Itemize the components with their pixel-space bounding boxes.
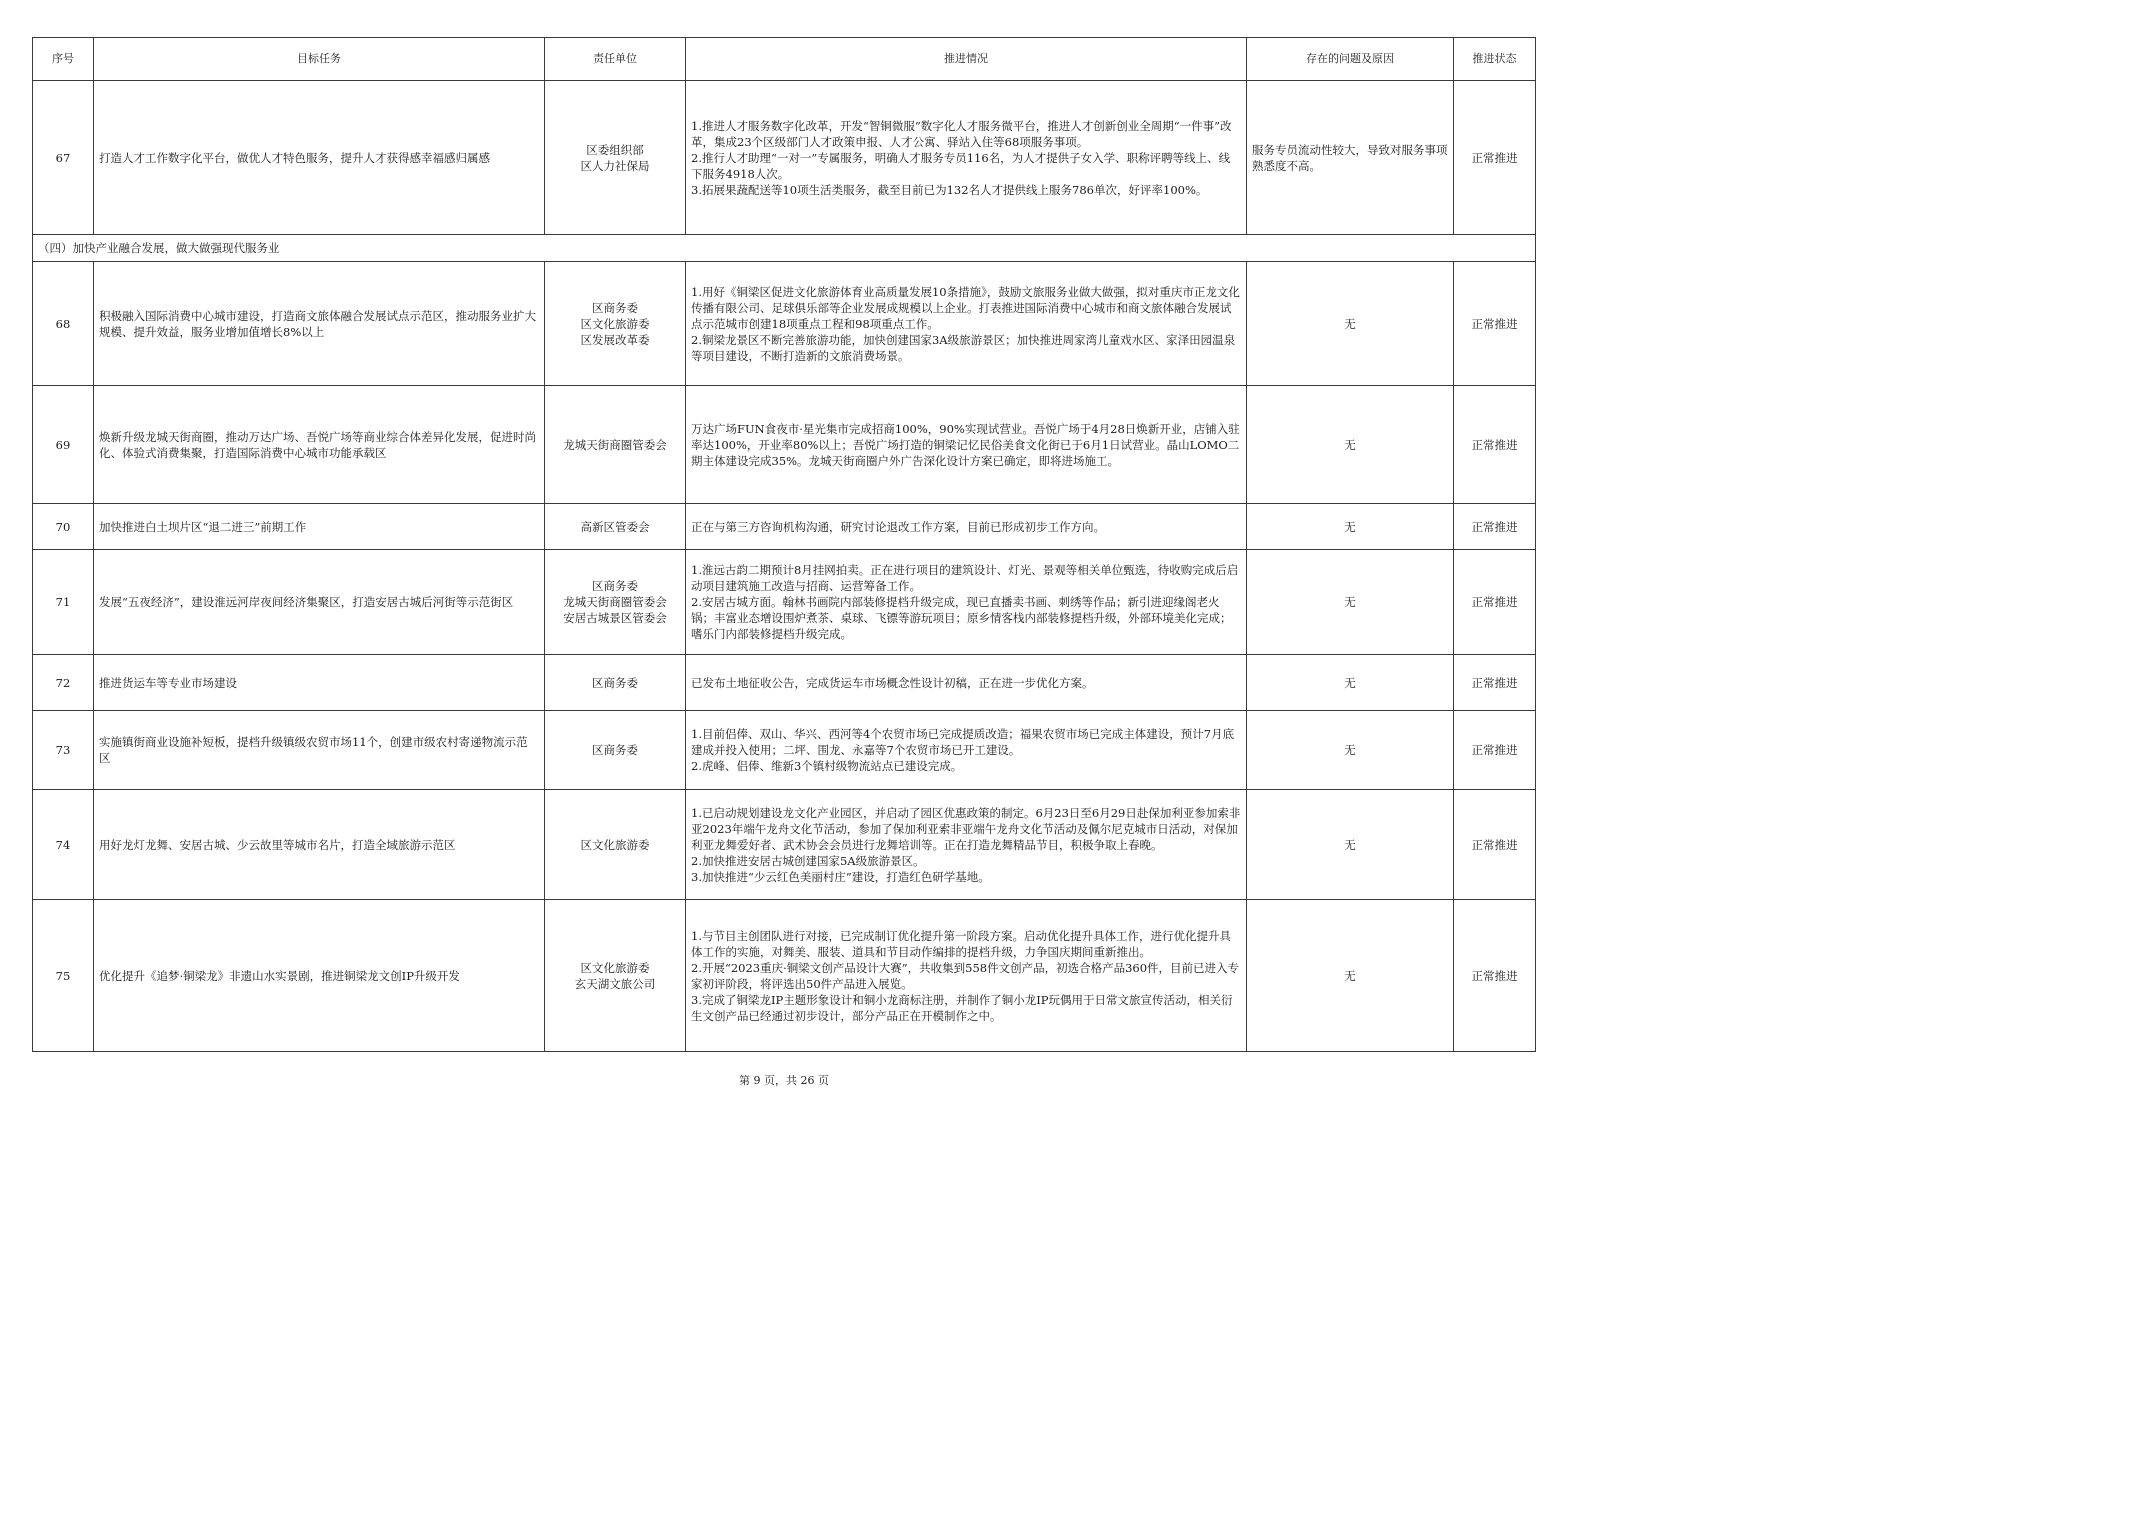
progress-item: 2.安居古城方面。翰林书画院内部装修提档升级完成，现已直播卖书画、刺绣等作品；新引进迎缘阁老火锅；丰富业态增设围炉煮茶、桌球、飞镖等游玩项目；原乡情客栈内部装修提档升级，外部环境美化完成；嗜乐门内部装修提档升级完成。: [691, 595, 1232, 641]
progress-cell: [686, 655, 1247, 711]
target-task: 优化提升《追梦·铜梁龙》非遗山水实景剧，推进铜梁龙文创IP升级开发: [94, 900, 545, 1052]
progress-item: 万达广场FUN食夜市·星光集市完成招商100%，90%实现试营业。吾悦广场于4月28日焕新开业，店铺入驻率达100%，开业率80%以上；吾悦广场打造的铜梁记忆民俗美食文化街已于6月1日试营业。晶山LOMO二期主体建设完成35%。龙城天街商圈户外广告深化设计方案已确定，即将进场施工。: [691, 421, 1240, 468]
unit-line: 玄天湖文旅公司: [574, 976, 656, 991]
progress-cell: [686, 790, 1247, 900]
table-row: [33, 711, 1536, 790]
col-header-status: 推进状态: [1454, 38, 1536, 81]
unit-line: 区商务委: [592, 675, 638, 690]
unit-line: 区委组织部: [586, 142, 644, 157]
target-task: 积极融入国际消费中心城市建设，打造商文旅体融合发展试点示范区，推动服务业扩大规模、提升效益，服务业增加值增长8%以上: [94, 262, 545, 386]
row-number: 70: [33, 504, 94, 550]
unit-line: 高新区管委会: [580, 519, 650, 534]
responsible-unit: [545, 900, 686, 1052]
unit-line: 区人力社保局: [580, 158, 650, 173]
col-header-progress: 推进情况: [686, 38, 1247, 81]
responsible-unit: [545, 504, 686, 550]
progress-cell: [686, 262, 1247, 386]
table-row: [33, 262, 1536, 386]
issue-cell: 服务专员流动性较大，导致对服务事项熟悉度不高。: [1247, 81, 1454, 235]
progress-item: 1.已启动规划建设龙文化产业园区，并启动了园区优惠政策的制定。6月23日至6月29日赴保加利亚参加索非亚2023年端午龙舟文化节活动，参加了保加利亚索非亚端午龙舟文化节活动及佩尔尼克城市日活动，对保加利亚龙舞爱好者、武术协会会员进行龙舞培训等。正在打造龙舞精品节目，积极争取上春晚。: [691, 805, 1241, 852]
target-task: 用好龙灯龙舞、安居古城、少云故里等城市名片，打造全域旅游示范区: [94, 790, 545, 900]
progress-item: 正在与第三方咨询机构沟通，研究讨论退改工作方案，目前已形成初步工作方向。: [691, 519, 1105, 534]
progress-item: 2.推行人才助理“一对一”专属服务，明确人才服务专员116名，为人才提供子女入学、职称评聘等线上、线下服务4918人次。: [691, 150, 1231, 181]
status-cell: 正常推进: [1454, 900, 1536, 1052]
target-task: 焕新升级龙城天街商圈，推动万达广场、吾悦广场等商业综合体差异化发展，促进时尚化、体验式消费集聚，打造国际消费中心城市功能承载区: [94, 386, 545, 504]
progress-cell: [686, 386, 1247, 504]
table-row: [33, 504, 1536, 550]
header-row: [33, 38, 1536, 81]
unit-line: 区文化旅游委: [580, 316, 650, 331]
status-cell: 正常推进: [1454, 386, 1536, 504]
progress-item: 3.完成了铜梁龙IP主题形象设计和铜小龙商标注册，并制作了铜小龙IP玩偶用于日常文旅宣传活动，相关衍生文创产品已经通过初步设计，部分产品正在开模制作之中。: [691, 992, 1233, 1023]
page-footer: 第 9 页，共 26 页: [739, 1074, 829, 1087]
unit-line: 龙城天街商圈管委会: [563, 595, 667, 609]
issue-cell: 无: [1247, 262, 1454, 386]
unit-line: 区发展改革委: [580, 332, 650, 347]
progress-cell: [686, 711, 1247, 790]
progress-item: 1.推进人才服务数字化改革，开发“智铜微服”数字化人才服务微平台，推进人才创新创业全周期“一件事”改革，集成23个区级部门人才政策申报、人才公寓、驿站入住等68项服务事项。: [691, 118, 1232, 149]
progress-item: 2.虎峰、侣俸、维新3个镇村级物流站点已建设完成。: [691, 759, 963, 773]
target-task: 发展“五夜经济”，建设淮远河岸夜间经济集聚区，打造安居古城后河街等示范街区: [94, 550, 545, 655]
col-header-task: 目标任务: [94, 38, 545, 81]
progress-item: 1.目前侣俸、双山、华兴、西河等4个农贸市场已完成提质改造；福果农贸市场已完成主体建设，预计7月底建成并投入使用；二坪、围龙、永嘉等7个农贸市场已开工建设。: [691, 727, 1235, 757]
progress-item: 2.加快推进安居古城创建国家5A级旅游景区。: [691, 853, 925, 868]
section-title: （四）加快产业融合发展，做大做强现代服务业: [33, 235, 1536, 262]
issue-cell: 无: [1247, 386, 1454, 504]
status-cell: 正常推进: [1454, 550, 1536, 655]
progress-item: 1.淮远古韵二期预计8月挂网拍卖。正在进行项目的建筑设计、灯光、景观等相关单位甄选，待收购完成后启动项目建筑施工改造与招商、运营筹备工作。: [691, 563, 1239, 593]
table-row: [33, 81, 1536, 235]
progress-item: 3.加快推进“少云红色美丽村庄”建设，打造红色研学基地。: [691, 869, 990, 884]
progress-item: 3.拓展果蔬配送等10项生活类服务，截至目前已为132名人才提供线上服务786单次，好评率100%。: [691, 182, 1208, 197]
unit-line: 安居古城景区管委会: [563, 611, 667, 625]
progress-item: 1.与节目主创团队进行对接，已完成制订优化提升第一阶段方案。启动优化提升具体工作，进行优化提升具体工作的实施，对舞美、服装、道具和节目动作编排的提档升级，力争国庆期间重新推出。: [691, 928, 1231, 959]
progress-table: [32, 37, 1536, 1052]
table-row: [33, 790, 1536, 900]
issue-cell: 无: [1247, 790, 1454, 900]
progress-cell: [686, 550, 1247, 655]
table-row: [33, 550, 1536, 655]
status-cell: 正常推进: [1454, 655, 1536, 711]
progress-item: 2.开展“2023重庆·铜梁文创产品设计大赛”，共收集到558件文创产品，初选合格产品360件，目前已进入专家初评阶段，将评选出50件产品进入展览。: [691, 960, 1240, 991]
table-row: [33, 386, 1536, 504]
row-number: 73: [33, 711, 94, 790]
col-header-index: 序号: [33, 38, 94, 81]
issue-cell: 无: [1247, 711, 1454, 790]
issue-cell: 无: [1247, 655, 1454, 711]
target-task: 实施镇街商业设施补短板，提档升级镇级农贸市场11个，创建市级农村寄递物流示范区: [94, 711, 545, 790]
progress-cell: [686, 81, 1247, 235]
responsible-unit: [545, 550, 686, 655]
status-cell: 正常推进: [1454, 711, 1536, 790]
target-task: 打造人才工作数字化平台，做优人才特色服务，提升人才获得感幸福感归属感: [94, 81, 545, 235]
row-number: 67: [33, 81, 94, 235]
progress-cell: [686, 504, 1247, 550]
responsible-unit: [545, 711, 686, 790]
table-row: [33, 900, 1536, 1052]
row-number: 69: [33, 386, 94, 504]
responsible-unit: [545, 655, 686, 711]
unit-line: 区文化旅游委: [580, 837, 650, 852]
progress-item: 1.用好《铜梁区促进文化旅游体育业高质量发展10条措施》，鼓励文旅服务业做大做强，拟对重庆市正龙文化传播有限公司、足球俱乐部等企业发展成规模以上企业。打表推进国际消费中心城市和商文旅体融合发展试点示范城市创建18项重点工程和98项重点工作。: [691, 284, 1240, 331]
responsible-unit: [545, 262, 686, 386]
responsible-unit: [545, 790, 686, 900]
status-cell: 正常推进: [1454, 262, 1536, 386]
row-number: 72: [33, 655, 94, 711]
unit-line: 龙城天街商圈管委会: [563, 437, 667, 452]
status-cell: 正常推进: [1454, 790, 1536, 900]
responsible-unit: [545, 386, 686, 504]
target-task: 推进货运车等专业市场建设: [94, 655, 545, 711]
section-row: [33, 235, 1536, 262]
row-number: 71: [33, 550, 94, 655]
progress-cell: [686, 900, 1247, 1052]
responsible-unit: [545, 81, 686, 235]
progress-item: 2.铜梁龙景区不断完善旅游功能，加快创建国家3A级旅游景区；加快推进周家湾儿童戏水区、家泽田园温泉等项目建设，不断打造新的文旅消费场景。: [691, 332, 1236, 363]
progress-item: 已发布土地征收公告，完成货运车市场概念性设计初稿，正在进一步优化方案。: [691, 675, 1094, 690]
status-cell: 正常推进: [1454, 504, 1536, 550]
row-number: 75: [33, 900, 94, 1052]
target-task: 加快推进白土坝片区“退二进三”前期工作: [94, 504, 545, 550]
issue-cell: 无: [1247, 550, 1454, 655]
col-header-unit: 责任单位: [545, 38, 686, 81]
row-number: 74: [33, 790, 94, 900]
status-cell: 正常推进: [1454, 81, 1536, 235]
unit-line: 区商务委: [592, 300, 638, 315]
issue-cell: 无: [1247, 900, 1454, 1052]
unit-line: 区文化旅游委: [580, 960, 650, 975]
col-header-issues: 存在的问题及原因: [1247, 38, 1454, 81]
table-row: [33, 655, 1536, 711]
row-number: 68: [33, 262, 94, 386]
unit-line: 区商务委: [592, 579, 638, 593]
unit-line: 区商务委: [592, 743, 638, 757]
issue-cell: 无: [1247, 504, 1454, 550]
